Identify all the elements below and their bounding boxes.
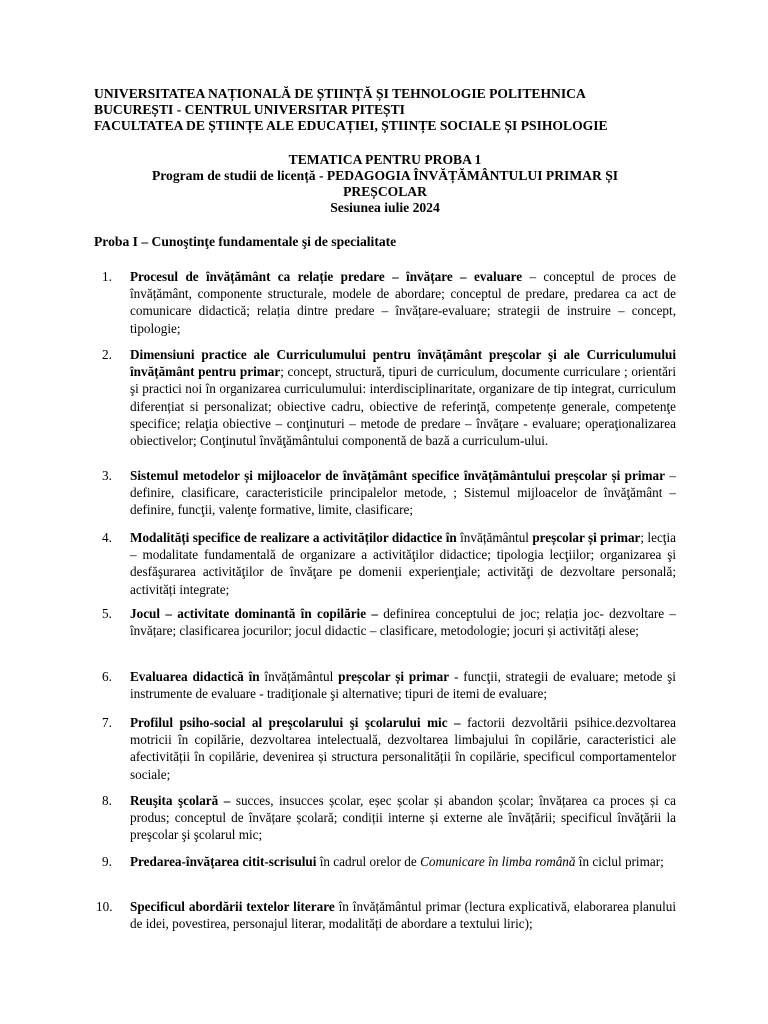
item-text: definirea conceptului de joc; relația joc- dezvoltare – învățare; clasificarea jocurilor; jocul didactic – clasificare, metodologie; jocuri și activități alese; <box>130 606 676 639</box>
item-number: 10. <box>96 899 113 914</box>
item-heading-2: preșcolar și primar <box>532 530 641 545</box>
item-text: succes, insucces școlar, eșec școlar și abandon școlar; învățarea ca proces și ca produs; conceptul de învățare școlară; condiții interne și externe ale învățării; specificul învăţării la preşcolar şi şcolarul mic; <box>130 793 676 843</box>
item-body <box>130 853 676 870</box>
item-text-middle: învățământul <box>259 669 339 684</box>
item-heading: Sistemul metodelor și mijloacelor de învățământ specifice învățământului preșcolar și primar <box>130 468 665 483</box>
item-heading: Dimensiuni practice ale Curriculumului pentru învățământ preşcolar şi ale Curriculumului învățământ pentru primar <box>130 347 676 380</box>
list-item <box>94 529 676 598</box>
list-item <box>94 346 676 449</box>
list-item <box>94 605 676 639</box>
item-number: 2. <box>102 347 112 362</box>
item-number: 6. <box>102 669 112 684</box>
program-line-1: Program de studii de licență - PEDAGOGIA ÎNVĂȚĂMÂNTULUI PRIMAR ȘI <box>151 168 619 183</box>
institution-header <box>94 86 694 134</box>
item-text: în învățământul primar (lectura explicativă, elaborarea planului de idei, povestirea, personajul literar, modalități de abordare a textului liric); <box>130 899 676 932</box>
list-item <box>94 898 676 932</box>
item-body <box>130 467 676 519</box>
item-heading: Specificul abordării textelor literare <box>130 899 335 914</box>
item-body <box>130 268 676 337</box>
item-body <box>130 529 676 598</box>
item-body <box>130 346 676 449</box>
list-item <box>94 792 676 844</box>
item-number: 5. <box>102 606 112 621</box>
item-number: 1. <box>102 269 112 284</box>
item-text: factorii dezvoltării psihice.dezvoltarea motricii în copilărie, dezvoltarea intelectuală, dezvoltarea limbajului în copilărie, caracteristici ale afectivității în copilărie, devenirea și structura personalității în copilărie, specificul comportamentelor sociale; <box>130 715 676 782</box>
list-item <box>94 714 676 783</box>
item-heading: Jocul – activitate dominantă în copilărie – <box>130 606 378 621</box>
section-title: Proba I – Cunoştinţe fundamentale şi de specialitate <box>94 234 397 249</box>
item-number: 8. <box>102 793 112 808</box>
item-heading: Evaluarea didactică în <box>130 669 260 684</box>
item-heading: Modalități specifice de realizare a activităților didactice în <box>130 530 457 545</box>
item-heading: Predarea-învățarea citit-scrisului <box>130 854 317 869</box>
item-text: în ciclul primar; <box>575 854 664 869</box>
header-faculty: FACULTATEA DE ȘTIINȚE ALE EDUCAȚIEI, ȘTIINȚE SOCIALE ȘI PSIHOLOGIE <box>94 118 608 133</box>
item-body <box>130 605 676 639</box>
item-number: 3. <box>102 468 112 483</box>
item-text-middle: învățământul <box>456 530 533 545</box>
item-text: ; lecţia – modalitate fundamentală de organizare a activităţilor didactice; tipologia lecţiilor; organizarea şi desfăşurarea activităţilor de învăţare pe domenii experienţiale; activităţi de dezvoltare personală; activități integrate; <box>130 530 676 597</box>
list-item <box>94 268 676 337</box>
item-text: – definire, clasificare, caracteristicile principalelor metode, ; Sistemul mijloacelor de învăţământ – definire, funcţii, valenţe formative, limite, clasificare; <box>130 468 677 518</box>
item-heading: Profilul psiho-social al preşcolarului şi şcolarului mic – <box>130 715 461 730</box>
program-line-2: PREȘCOLAR <box>343 184 427 199</box>
list-item <box>94 668 676 702</box>
item-number: 4. <box>102 530 112 545</box>
topic-title: TEMATICA PENTRU PROBA 1 <box>288 152 482 167</box>
item-text: – conceptul de proces de învățământ, componente structurale, modele de abordare; conceptul de predare, predarea ca act de comunicare didactică; relația dintre predare – învățare-evaluare; strategii de instruire – concept, tipologie; <box>130 269 676 336</box>
session: Sesiunea iulie 2024 <box>330 200 440 215</box>
item-number: 9. <box>102 854 112 869</box>
item-text: ; concept, structură, tipuri de curriculum, documente curriculare ; orientări şi practici noi în organizarea curriculumului: interdisciplinaritate, organizare de tip integrat, curriculum diferențiat si personalizat; obiective cadru, obiective de referinţă, competențe generale, competenţe specifice; relaţia obiective – conţinuturi – metode de predare – învăţare - evaluare; operaţionalizarea obiectivelor; Conţinutul învăţământului componentă de bază a curriculum-ului. <box>130 364 676 449</box>
item-text: - funcţii, strategii de evaluare; metode şi instrumente de evaluare - tradiţionale şi alternative; tipuri de itemi de evaluare; <box>130 669 676 702</box>
item-body <box>130 792 676 844</box>
item-heading: Procesul de învățământ ca relație predare – învățare – evaluare <box>130 269 523 284</box>
list-item <box>94 853 676 870</box>
item-body <box>130 668 676 702</box>
item-subject: Comunicare în limba română <box>420 854 576 869</box>
exam-topic-heading <box>94 152 676 216</box>
item-number: 7. <box>102 715 112 730</box>
item-body <box>130 714 676 783</box>
item-heading-2: preșcolar și primar <box>338 669 450 684</box>
header-university: UNIVERSITATEA NAȚIONALĂ DE ȘTIINȚĂ ȘI TEHNOLOGIE POLITEHNICA <box>94 86 586 101</box>
list-item <box>94 467 676 519</box>
header-center: BUCUREȘTI - CENTRUL UNIVERSITAR PITEȘTI <box>94 102 405 117</box>
item-heading: Reuşita şcolară – <box>130 793 231 808</box>
item-body <box>130 898 676 932</box>
item-text-middle: în cadrul orelor de <box>316 854 421 869</box>
